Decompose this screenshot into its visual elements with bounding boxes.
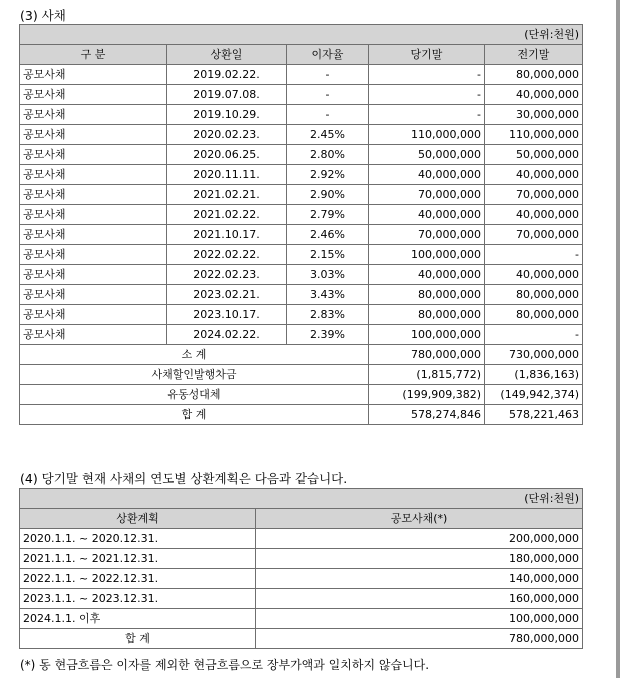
table-cell: 2021.10.17. [167, 225, 287, 245]
table-row [20, 569, 583, 589]
window-edge [616, 0, 620, 678]
table-row [20, 265, 583, 285]
table-cell: 2020.1.1. ~ 2020.12.31. [20, 529, 256, 549]
table-cell: 공모사채 [20, 125, 167, 145]
total-value: 780,000,000 [256, 629, 583, 649]
table-cell: 40,000,000 [369, 165, 485, 185]
table-cell: 40,000,000 [485, 165, 583, 185]
table-cell: 40,000,000 [485, 85, 583, 105]
table-cell: 2020.06.25. [167, 145, 287, 165]
table-cell: - [287, 105, 369, 125]
col-header-category: 구 분 [20, 45, 167, 65]
table-row [20, 325, 583, 345]
table-cell: 40,000,000 [369, 265, 485, 285]
table-row [20, 145, 583, 165]
table-row [20, 529, 583, 549]
table-row [20, 125, 583, 145]
table-cell: 2.83% [287, 305, 369, 325]
table-cell: 2022.02.23. [167, 265, 287, 285]
table-cell: 2023.02.21. [167, 285, 287, 305]
table-cell: 2022.02.22. [167, 245, 287, 265]
summary-value: 780,000,000 [369, 345, 485, 365]
summary-row [20, 385, 583, 405]
summary-value: 578,274,846 [369, 405, 485, 425]
summary-row [20, 345, 583, 365]
table-cell: 2024.02.22. [167, 325, 287, 345]
table-row [20, 165, 583, 185]
table-row [20, 225, 583, 245]
table-cell: 공모사채 [20, 325, 167, 345]
table-cell: 100,000,000 [369, 245, 485, 265]
table-cell: 공모사채 [20, 285, 167, 305]
table-cell: - [485, 245, 583, 265]
table-cell: 공모사채 [20, 65, 167, 85]
unit-label: (단위:천원) [20, 25, 583, 45]
table-cell: 공모사채 [20, 225, 167, 245]
table-cell: 3.43% [287, 285, 369, 305]
total-row [20, 629, 583, 649]
table-cell: 2021.1.1. ~ 2021.12.31. [20, 549, 256, 569]
table-row [20, 65, 583, 85]
table-cell: 80,000,000 [485, 65, 583, 85]
table-cell: 110,000,000 [485, 125, 583, 145]
summary-value: (1,836,163) [485, 365, 583, 385]
table-cell: - [369, 65, 485, 85]
summary-value: (1,815,772) [369, 365, 485, 385]
col-header-current: 당기말 [369, 45, 485, 65]
table-cell: 2.80% [287, 145, 369, 165]
table-cell: 2.92% [287, 165, 369, 185]
table-cell: 공모사채 [20, 85, 167, 105]
table-cell: 100,000,000 [256, 609, 583, 629]
table-cell: 공모사채 [20, 245, 167, 265]
col-header-maturity: 상환일 [167, 45, 287, 65]
summary-value: 730,000,000 [485, 345, 583, 365]
table-cell: 80,000,000 [485, 285, 583, 305]
table-cell: 2023.1.1. ~ 2023.12.31. [20, 589, 256, 609]
total-label: 합 계 [20, 629, 256, 649]
table-cell: 공모사채 [20, 185, 167, 205]
table-cell: 50,000,000 [485, 145, 583, 165]
table-cell: 공모사채 [20, 105, 167, 125]
summary-label: 소 계 [20, 345, 369, 365]
table-cell: 2.79% [287, 205, 369, 225]
summary-row [20, 405, 583, 425]
table-row [20, 285, 583, 305]
table-cell: 2.45% [287, 125, 369, 145]
bonds-table [19, 24, 583, 425]
table-cell: 2020.11.11. [167, 165, 287, 185]
table-cell: 80,000,000 [369, 285, 485, 305]
table-cell: 50,000,000 [369, 145, 485, 165]
table-cell: 2019.02.22. [167, 65, 287, 85]
table-cell: 180,000,000 [256, 549, 583, 569]
table-cell: 200,000,000 [256, 529, 583, 549]
table-cell: 2.15% [287, 245, 369, 265]
table-cell: 공모사채 [20, 145, 167, 165]
table-cell: 2021.02.22. [167, 205, 287, 225]
table-cell: 70,000,000 [369, 225, 485, 245]
header-row [20, 45, 583, 65]
col-header-plan: 상환계획 [20, 509, 256, 529]
table-cell: 160,000,000 [256, 589, 583, 609]
table-bottom-rule [19, 424, 582, 425]
table-cell: 공모사채 [20, 265, 167, 285]
table-cell: 2021.02.21. [167, 185, 287, 205]
section3-title: (3) 사채 [20, 8, 66, 23]
unit-label: (단위:천원) [20, 489, 583, 509]
table-cell: 30,000,000 [485, 105, 583, 125]
summary-row [20, 365, 583, 385]
table-cell: 140,000,000 [256, 569, 583, 589]
col-header-prior: 전기말 [485, 45, 583, 65]
table-row [20, 85, 583, 105]
table-row [20, 245, 583, 265]
table-row [20, 305, 583, 325]
table-cell: 40,000,000 [485, 265, 583, 285]
table-row [20, 205, 583, 225]
table-cell: 40,000,000 [369, 205, 485, 225]
table-row [20, 589, 583, 609]
unit-row [20, 25, 583, 45]
table-cell: 70,000,000 [369, 185, 485, 205]
table-cell: 40,000,000 [485, 205, 583, 225]
col-header-rate: 이자율 [287, 45, 369, 65]
table-row [20, 185, 583, 205]
summary-value: (199,909,382) [369, 385, 485, 405]
table-row [20, 105, 583, 125]
table-row [20, 609, 583, 629]
table-cell: - [287, 65, 369, 85]
section4-title: (4) 당기말 현재 사채의 연도별 상환계획은 다음과 같습니다. [20, 471, 348, 486]
table-cell: 2020.02.23. [167, 125, 287, 145]
summary-label: 합 계 [20, 405, 369, 425]
table-cell: 2024.1.1. 이후 [20, 609, 256, 629]
table-cell: 2019.07.08. [167, 85, 287, 105]
table-row [20, 549, 583, 569]
table-cell: - [369, 105, 485, 125]
table-cell: 3.03% [287, 265, 369, 285]
summary-value: 578,221,463 [485, 405, 583, 425]
table-cell: 공모사채 [20, 205, 167, 225]
repayment-table [19, 488, 583, 649]
table-cell: 2.46% [287, 225, 369, 245]
table-cell: 2019.10.29. [167, 105, 287, 125]
summary-label: 유동성대체 [20, 385, 369, 405]
summary-label: 사채할인발행차금 [20, 365, 369, 385]
table-cell: 공모사채 [20, 165, 167, 185]
footnote: (*) 동 현금흐름은 이자를 제외한 현금흐름으로 장부가액과 일치하지 않습니다. [20, 658, 430, 672]
header-row [20, 509, 583, 529]
table-cell: 80,000,000 [485, 305, 583, 325]
table-cell: 2.39% [287, 325, 369, 345]
summary-value: (149,942,374) [485, 385, 583, 405]
table-cell: - [287, 85, 369, 105]
col-header-public-bond: 공모사채(*) [256, 509, 583, 529]
table-cell: 100,000,000 [369, 325, 485, 345]
table-cell: 80,000,000 [369, 305, 485, 325]
table-cell: 70,000,000 [485, 185, 583, 205]
table-cell: - [485, 325, 583, 345]
table-cell: 70,000,000 [485, 225, 583, 245]
table-cell: 2.90% [287, 185, 369, 205]
table-cell: 공모사채 [20, 305, 167, 325]
table-cell: 110,000,000 [369, 125, 485, 145]
table-cell: - [369, 85, 485, 105]
unit-row [20, 489, 583, 509]
table-cell: 2023.10.17. [167, 305, 287, 325]
table-cell: 2022.1.1. ~ 2022.12.31. [20, 569, 256, 589]
